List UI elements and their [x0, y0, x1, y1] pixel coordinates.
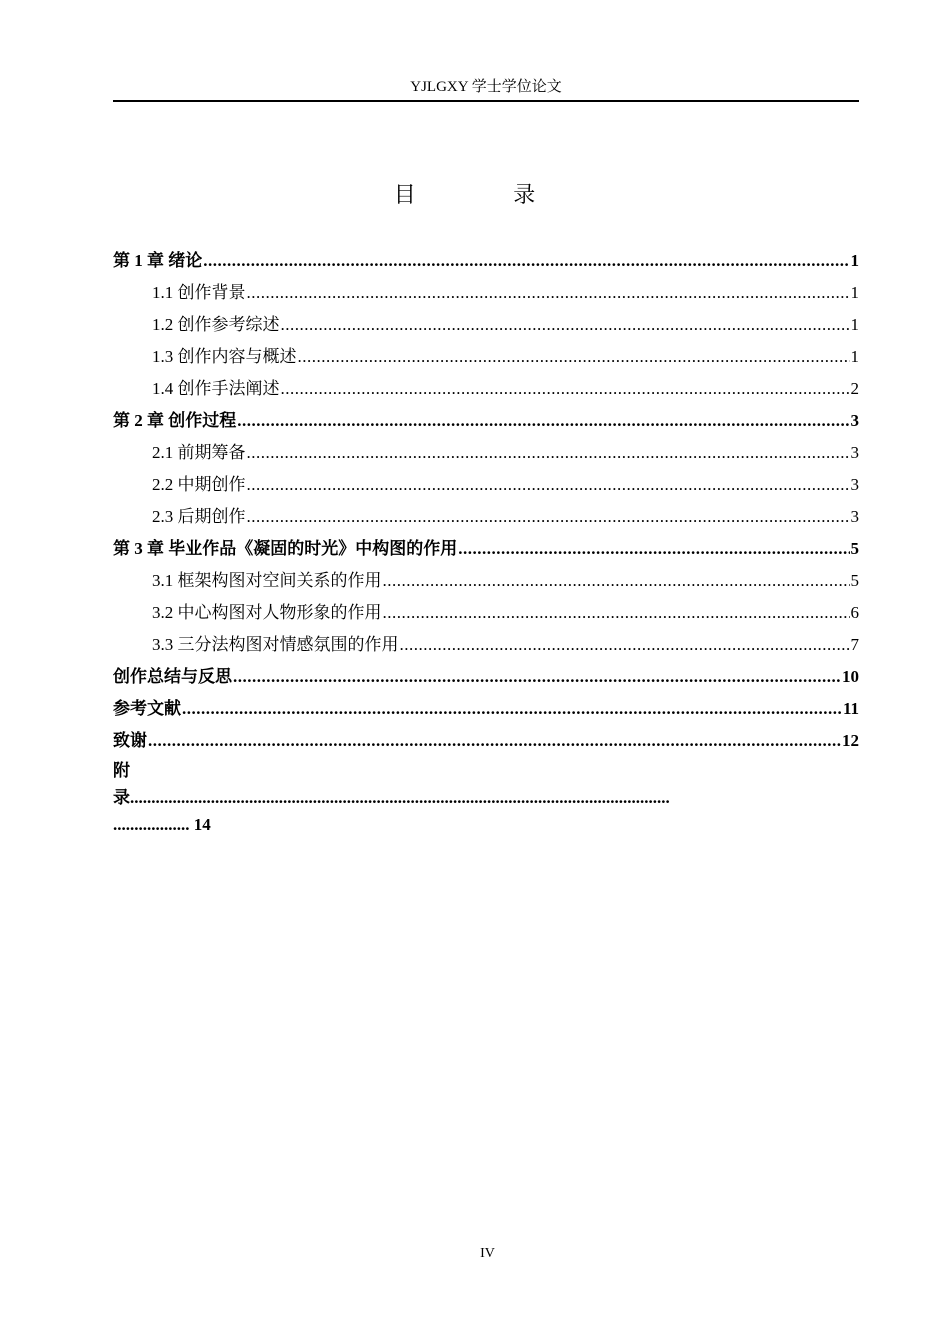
toc-entry[interactable]	[113, 629, 859, 661]
toc-leader: ...............................................................................................................................	[130, 788, 670, 807]
toc-leader	[233, 661, 841, 693]
appendix-label-line2: 录	[113, 788, 130, 807]
toc-leader	[182, 693, 842, 725]
toc-entry-label: 1.3 创作内容与概述	[152, 347, 297, 366]
toc-entry-page: 5	[850, 539, 859, 558]
toc-entry[interactable]	[113, 597, 859, 629]
table-of-contents	[113, 245, 859, 838]
toc-leader	[247, 501, 850, 533]
running-header: YJLGXY 学士学位论文	[410, 79, 562, 95]
toc-entry-page: 3	[850, 443, 859, 462]
toc-entry-label: 1.2 创作参考综述	[152, 315, 280, 334]
toc-entry[interactable]	[113, 309, 859, 341]
toc-entry-page: 11	[842, 699, 859, 718]
toc-entry[interactable]	[113, 661, 859, 693]
toc-leader	[281, 373, 850, 405]
toc-entry-label: 2.3 后期创作	[152, 507, 246, 526]
toc-entry-page: 1	[850, 251, 859, 270]
toc-entry-page: 3	[850, 475, 859, 494]
toc-entry-page: 5	[850, 571, 859, 590]
toc-leader	[383, 565, 850, 597]
header-rule	[113, 100, 859, 102]
toc-entry[interactable]	[113, 405, 859, 437]
appendix-label-line1: 附	[113, 761, 130, 780]
toc-entry-page: 3	[850, 507, 859, 526]
toc-entry-label: 参考文献	[113, 699, 181, 718]
toc-entry-label: 第 1 章 绪论	[113, 251, 203, 270]
toc-leader	[383, 597, 850, 629]
toc-entry-appendix[interactable]	[113, 757, 859, 838]
toc-leader	[400, 629, 850, 661]
toc-leader	[237, 405, 849, 437]
toc-entry[interactable]	[113, 501, 859, 533]
toc-entry-label: 第 3 章 毕业作品《凝固的时光》中构图的作用	[113, 539, 458, 558]
toc-entry-label: 1.4 创作手法阐述	[152, 379, 280, 398]
toc-entry-page: 12	[842, 731, 859, 750]
toc-entry-page: 10	[842, 667, 859, 686]
page-number: IV	[480, 1246, 495, 1261]
toc-entry[interactable]	[113, 693, 859, 725]
toc-leader	[247, 277, 850, 309]
toc-entry-label: 创作总结与反思	[113, 667, 232, 686]
toc-entry-label: 3.2 中心构图对人物形象的作用	[152, 603, 382, 622]
toc-entry-page: 6	[850, 603, 859, 622]
appendix-page-row	[113, 811, 859, 838]
toc-entry-page: 3	[850, 411, 859, 430]
toc-entry-page: 2	[850, 379, 859, 398]
toc-entry-page: 1	[850, 347, 859, 366]
toc-entry-label: 2.2 中期创作	[152, 475, 246, 494]
toc-entry-label: 第 2 章 创作过程	[113, 411, 237, 430]
toc-leader	[203, 245, 849, 277]
toc-entry[interactable]	[113, 341, 859, 373]
toc-entry[interactable]	[113, 533, 859, 565]
toc-leader	[247, 437, 850, 469]
toc-entry-label: 致谢	[113, 731, 147, 750]
toc-entry-page: 14	[193, 815, 211, 834]
toc-entry-label: 2.1 前期筹备	[152, 443, 246, 462]
toc-leader	[148, 725, 841, 757]
toc-entry-label: 3.3 三分法构图对情感氛围的作用	[152, 635, 399, 654]
toc-entry[interactable]	[113, 245, 859, 277]
toc-leader	[247, 469, 850, 501]
toc-entry-label: 1.1 创作背景	[152, 283, 246, 302]
toc-leader	[298, 341, 850, 373]
toc-leader	[458, 533, 849, 565]
toc-entry[interactable]	[113, 277, 859, 309]
toc-entry-page: 1	[850, 283, 859, 302]
toc-leader: ..................	[113, 815, 194, 834]
appendix-label-line2-row	[113, 784, 859, 811]
toc-entry[interactable]	[113, 469, 859, 501]
toc-entry[interactable]	[113, 725, 859, 757]
toc-entry[interactable]	[113, 565, 859, 597]
toc-entry-label: 3.1 框架构图对空间关系的作用	[152, 571, 382, 590]
toc-entry-page: 7	[850, 635, 859, 654]
toc-leader	[281, 309, 850, 341]
toc-entry[interactable]	[113, 437, 859, 469]
toc-entry[interactable]	[113, 373, 859, 405]
page-title: 目 录	[393, 182, 582, 207]
toc-entry-page: 1	[850, 315, 859, 334]
